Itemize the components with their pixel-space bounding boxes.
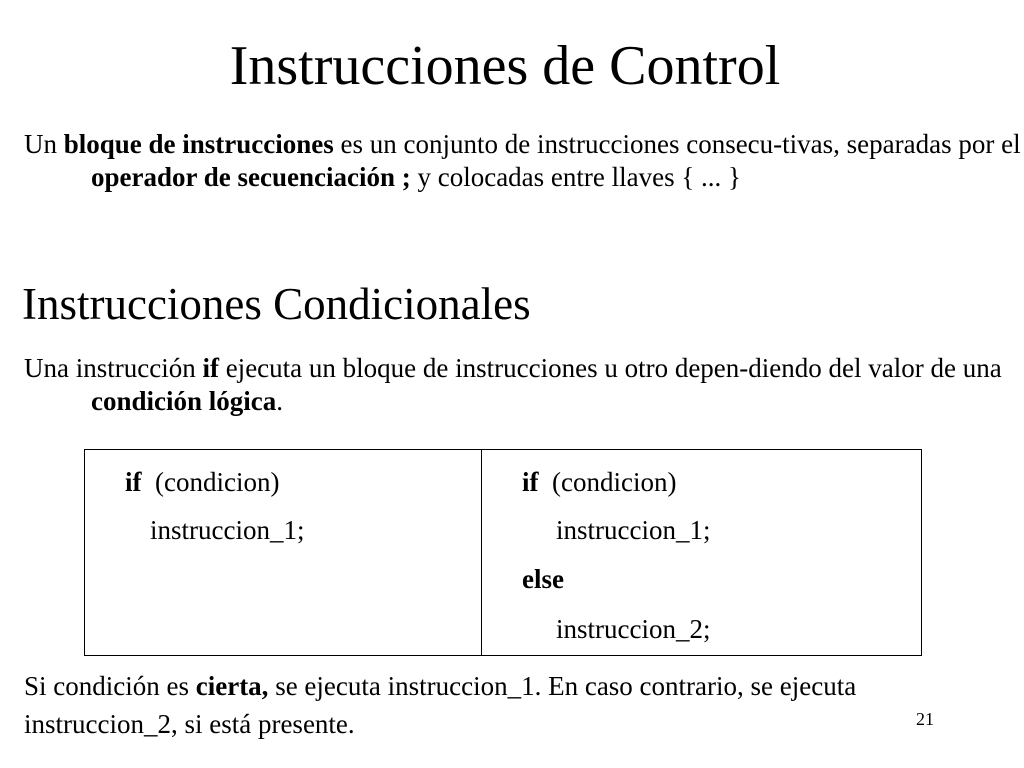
text-run: . [276, 386, 284, 416]
term-condicion-logica: condición lógica [91, 386, 277, 416]
text-run: Si condición es [24, 671, 196, 701]
keyword-if: if [522, 467, 539, 497]
slide-title: Instrucciones de Control [229, 35, 781, 97]
if-definition-paragraph [24, 352, 1024, 418]
text-run: es un conjunto de instrucciones consecu-tivas, separadas por el [333, 129, 1021, 159]
term-bloque-de-instrucciones: bloque de instrucciones [63, 129, 334, 159]
table-column-divider [481, 450, 482, 655]
text-run: se ejecuta instruccion_1. En caso contrario, se ejecuta instruccion_2, si está presente. [24, 671, 857, 739]
right-if-line [522, 466, 676, 498]
block-definition-paragraph [24, 128, 1024, 194]
text-run: Un [24, 129, 64, 159]
right-statement-2: instruccion_2; [556, 614, 711, 644]
term-cierta: cierta, [195, 671, 269, 701]
term-operador-de-secuenciacion: operador de secuenciación ; [91, 162, 411, 192]
page-number: 21 [916, 709, 934, 729]
keyword-if: if [202, 353, 219, 383]
right-statement-1: instruccion_1; [556, 515, 711, 545]
text-run: ejecuta un bloque de instrucciones u otro depen-diendo del valor de una [218, 353, 1002, 383]
condition-text: (condicion) [538, 467, 677, 497]
keyword-else: else [522, 564, 564, 594]
if-syntax-table [84, 449, 922, 656]
keyword-if: if [125, 467, 142, 497]
condition-explanation-paragraph [24, 667, 1004, 743]
section-heading: Instrucciones Condicionales [22, 279, 531, 329]
left-if-line [125, 466, 279, 498]
right-else-line [522, 563, 564, 595]
text-run: y colocadas entre llaves { ... } [410, 162, 742, 192]
text-run: Una instrucción [24, 353, 203, 383]
left-statement-1: instruccion_1; [150, 515, 305, 545]
condition-text: (condicion) [141, 467, 280, 497]
